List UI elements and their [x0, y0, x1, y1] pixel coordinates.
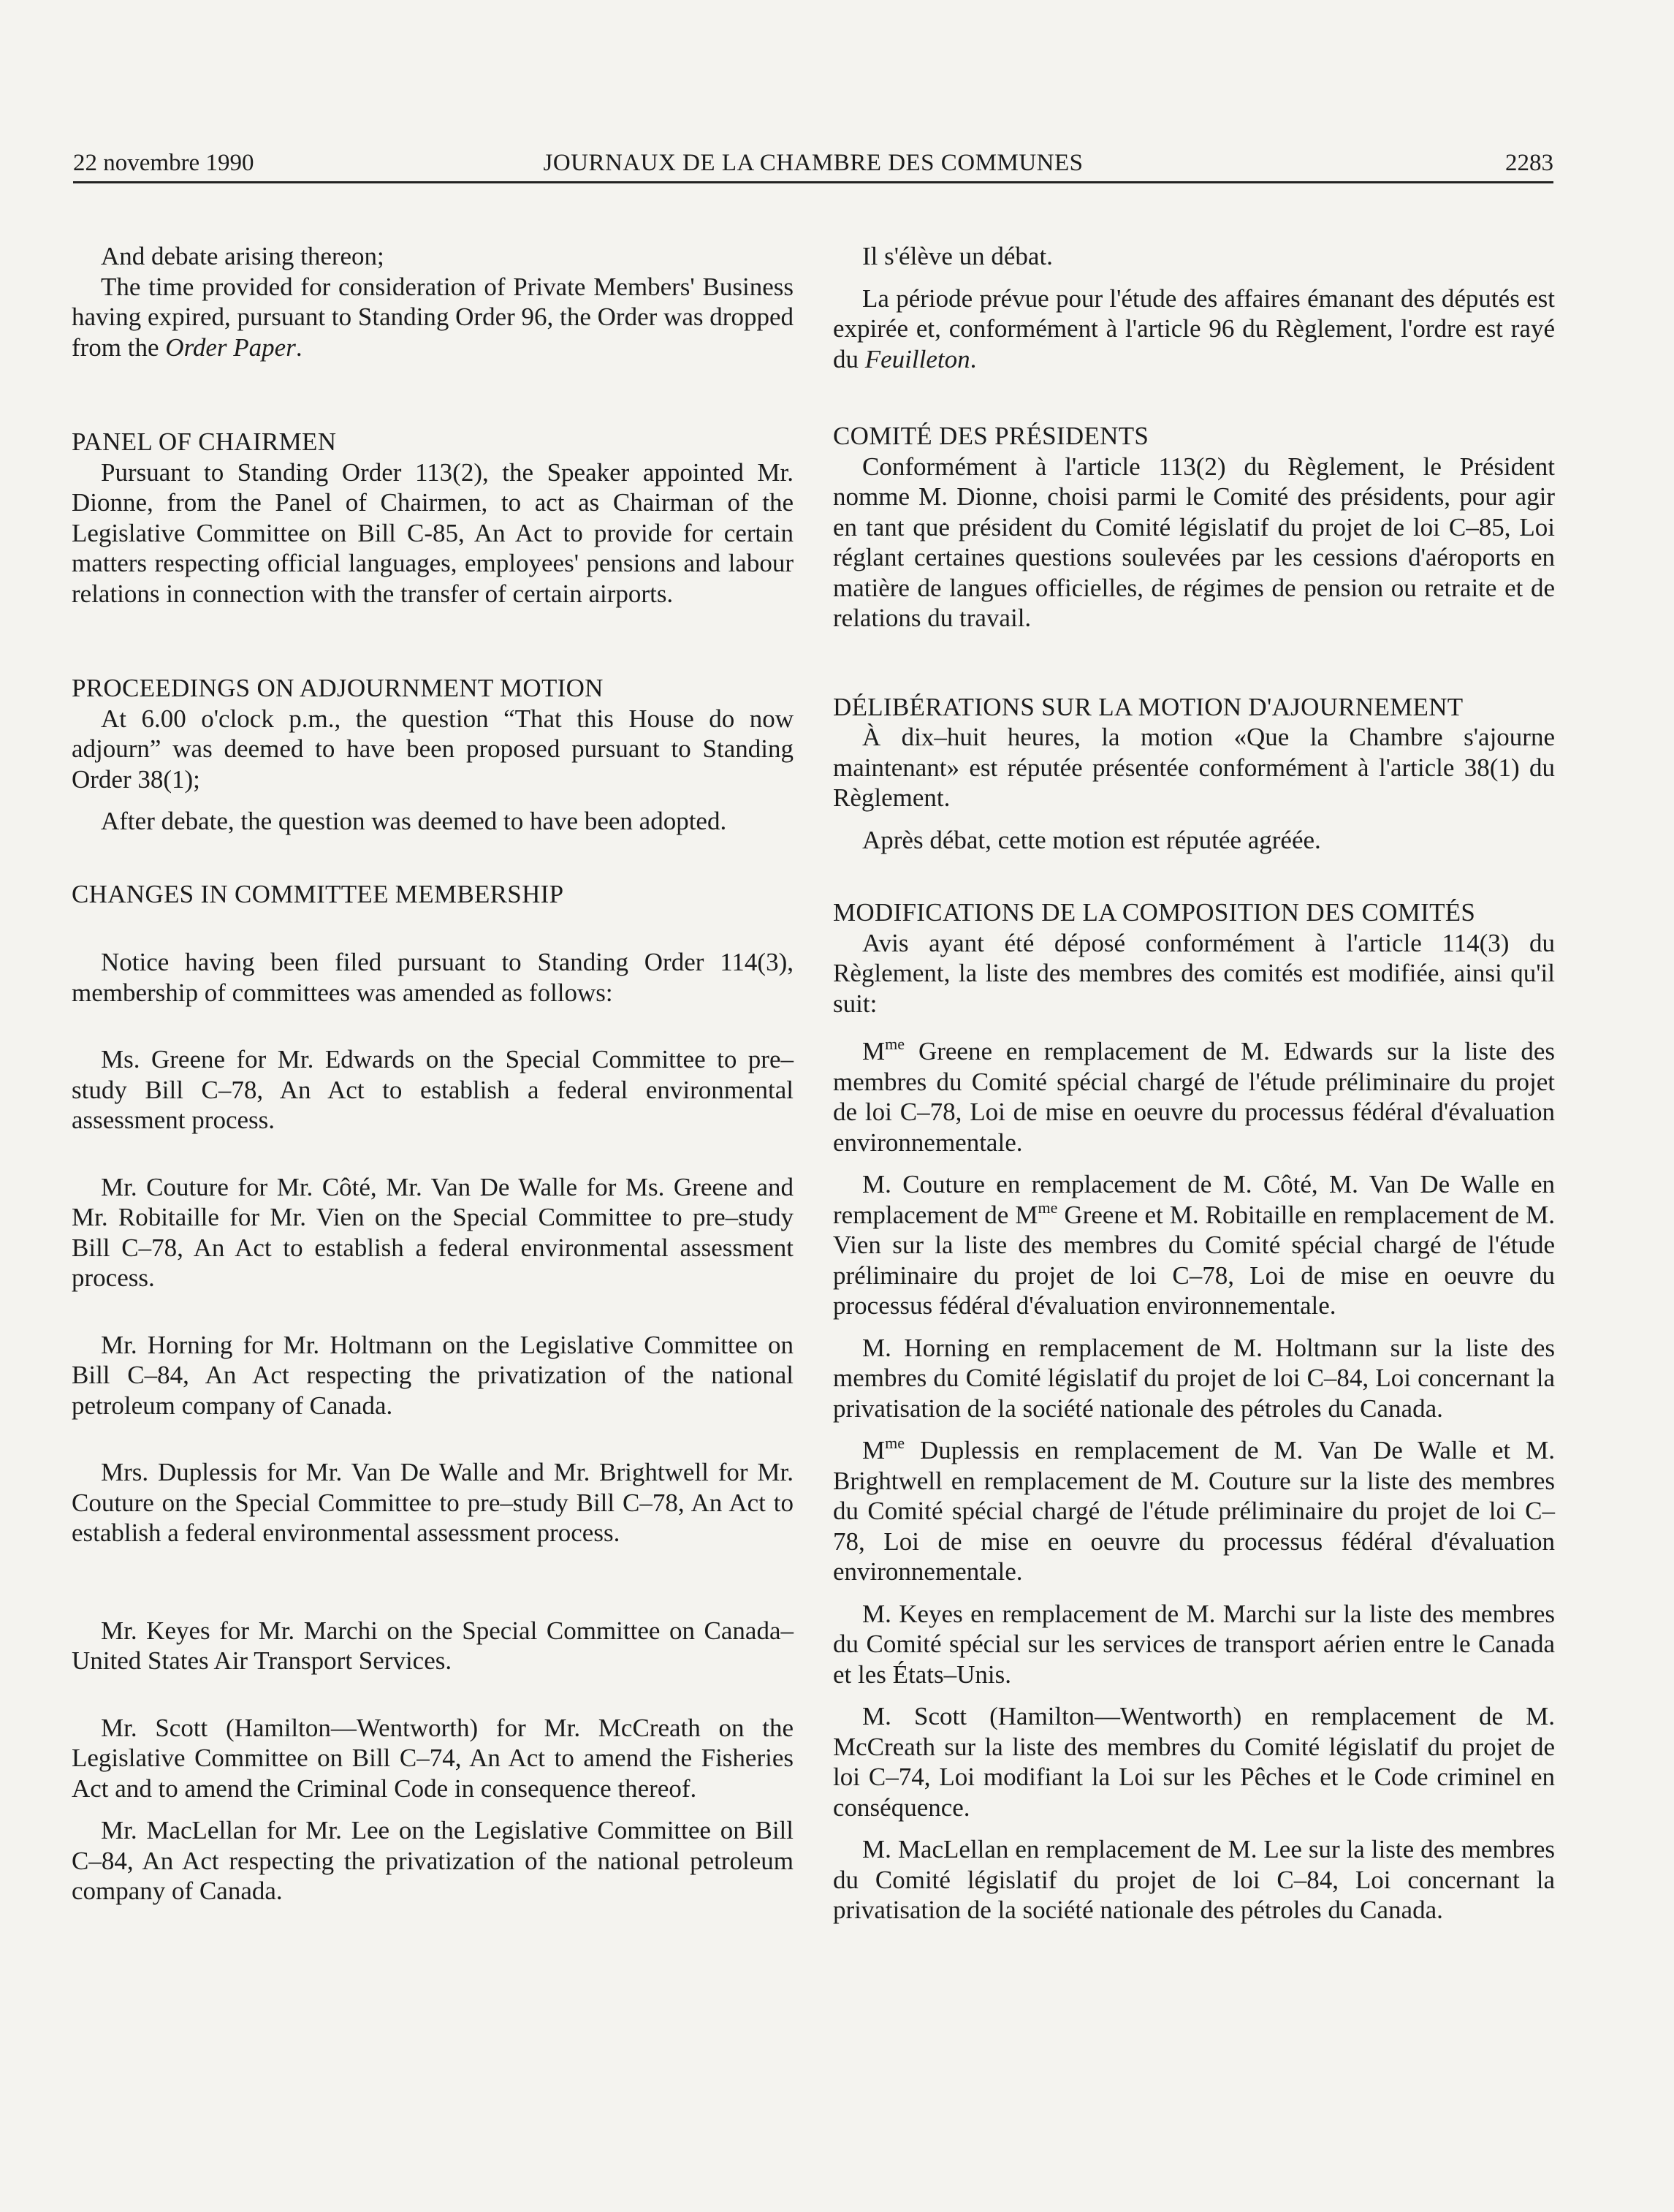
fr-changes-intro: Avis ayant été déposé conformément à l'article 114(3) du Règlement, la liste des membres des comités est modifiée, ainsi qu'il suit:	[833, 928, 1555, 1018]
fr-intro-debate: Il s'élève un débat.	[862, 242, 1053, 270]
fr-adjournment-after: Après débat, cette motion est réputée agréée.	[862, 825, 1321, 854]
en-change-item: Mr. MacLellan for Mr. Lee on the Legislative Committee on Bill C–84, An Act respecting the privatization of the national petroleum company of Canada.	[72, 1816, 794, 1905]
fr-change-item: M. Scott (Hamilton—Wentworth) en remplacement de M. McCreath sur la liste des membres du Comité législatif du projet de loi C–74, Loi modifiant la Loi sur les Pêches et le Code criminel en conséquence.	[833, 1702, 1555, 1822]
en-panel-text: Pursuant to Standing Order 113(2), the Speaker appointed Mr. Dionne, from the Panel of Chairmen, to act as Chairman of the Legislative Committee on Bill C-85, An Act to provide for certain matters respecting official languages, employees' pensions and labour relations in connection with the transfer of certain airports.	[72, 457, 794, 608]
fr-intro-time-text: La période prévue pour l'étude des affaires émanant des députés est expirée et, conformément à l'article 96 du Règlement, l'ordre est rayé du	[833, 284, 1555, 373]
fr-mme-m: M	[862, 1037, 886, 1065]
fr-change-item	[833, 1169, 1555, 1321]
en-intro-debate: And debate arising thereon;	[101, 242, 384, 270]
header-rule	[73, 181, 1553, 183]
en-adjournment-text: At 6.00 o'clock p.m., the question “That this House do now adjourn” was deemed to have been proposed pursuant to Standing Order 38(1);	[72, 704, 794, 794]
fr-change-4-text: Duplessis en remplacement de M. Van De Walle et M. Brightwell en remplacement de M. Couture sur la liste des membres du Comité spécial chargé de l'étude préliminaire du projet de loi C–78, Loi de mise en oeuvre du processus fédéral d'évaluation environnementale.	[833, 1436, 1555, 1586]
fr-feuilleton: Feuilleton	[864, 344, 970, 373]
fr-changes-heading: MODIFICATIONS DE LA COMPOSITION DES COMITÉS	[833, 898, 1476, 927]
fr-mme-sup: me	[885, 1434, 905, 1452]
en-change-item: Mr. Keyes for Mr. Marchi on the Special Committee on Canada–United States Air Transport Services.	[72, 1616, 794, 1675]
running-head	[73, 146, 1553, 180]
fr-mme-m: M	[1015, 1200, 1038, 1229]
fr-intro-time	[833, 284, 1555, 375]
fr-change-2-text-b: Greene et M. Robitaille en remplacement de M. Vien sur la liste des membres du Comité spécial chargé de l'étude préliminaire du projet de loi C–78, Loi de mise en oeuvre du processus fédéral d'évaluation environnementale.	[833, 1200, 1555, 1320]
english-column	[72, 241, 794, 1907]
en-intro-time-end: .	[295, 332, 303, 362]
en-change-item: Mrs. Duplessis for Mr. Van De Walle and Mr. Brightwell for Mr. Couture on the Special Committee to pre–study Bill C–78, An Act to establish a federal environmental assessment process.	[72, 1458, 794, 1547]
en-changes-heading: CHANGES IN COMMITTEE MEMBERSHIP	[72, 879, 564, 908]
fr-adjournment-heading: DÉLIBÉRATIONS SUR LA MOTION D'AJOURNEMENT	[833, 692, 1464, 721]
fr-change-1-text: Greene en remplacement de M. Edwards sur la liste des membres du Comité spécial chargé de l'étude préliminaire du projet de loi C–78, Loi de mise en oeuvre du processus fédéral d'évaluation environnementale.	[833, 1037, 1555, 1157]
fr-mme-sup: me	[885, 1035, 905, 1053]
fr-intro-time-end: .	[970, 344, 977, 373]
fr-adjournment-text: À dix–huit heures, la motion «Que la Chambre s'ajourne maintenant» est réputée présentée conformément à l'article 38(1) du Règlement.	[833, 723, 1555, 812]
fr-mme-m: M	[862, 1436, 886, 1464]
en-adjournment-heading: PROCEEDINGS ON ADJOURNMENT MOTION	[72, 674, 604, 702]
fr-panel-heading: COMITÉ DES PRÉSIDENTS	[833, 422, 1149, 450]
french-column	[833, 241, 1555, 1926]
en-change-item: Ms. Greene for Mr. Edwards on the Special Committee to pre–study Bill C–78, An Act to establish a federal environmental assessment process.	[72, 1045, 794, 1134]
en-intro-time-text: The time provided for consideration of Private Members' Business having expired, pursuant to Standing Order 96, the Order was dropped from the	[72, 272, 794, 362]
en-panel-heading: PANEL OF CHAIRMEN	[72, 427, 337, 456]
fr-change-item: M. Horning en remplacement de M. Holtmann sur la liste des membres du Comité législatif du projet de loi C–84, Loi concernant la privatisation de la société nationale des pétroles du Canada.	[833, 1333, 1555, 1423]
en-change-item: Mr. Horning for Mr. Holtmann on the Legislative Committee on Bill C–84, An Act respecting the privatization of the national petroleum company of Canada.	[72, 1330, 794, 1420]
en-changes-intro: Notice having been filed pursuant to Standing Order 114(3), membership of committees was amended as follows:	[72, 948, 794, 1007]
header-journal-title: JOURNAUX DE LA CHAMBRE DES COMMUNES	[543, 150, 1084, 176]
en-order-paper: Order Paper	[165, 332, 296, 362]
header-page-number: 2283	[1505, 150, 1553, 176]
fr-change-item	[833, 1036, 1555, 1158]
fr-panel-text: Conformément à l'article 113(2) du Règlement, le Président nomme M. Dionne, choisi parmi le Comité des présidents, pour agir en tant que président du Comité législatif du projet de loi C–85, Loi réglant certaines questions soulevées par les cessions d'aéroports en matière de langues officielles, de régimes de pension ou retraite et de relations du travail.	[833, 452, 1555, 632]
fr-change-item: M. Keyes en remplacement de M. Marchi sur la liste des membres du Comité spécial sur les services de transport aérien entre le Canada et les États–Unis.	[833, 1599, 1555, 1689]
fr-change-item	[833, 1435, 1555, 1587]
fr-change-item: M. MacLellan en remplacement de M. Lee sur la liste des membres du Comité législatif du projet de loi C–84, Loi concernant la privatisation de la société nationale des pétroles du Canada.	[833, 1835, 1555, 1924]
fr-change-2-text-a: M. Couture en remplacement de M. Côté, M. Van De Walle en remplacement de	[833, 1170, 1555, 1229]
en-change-item: Mr. Couture for Mr. Côté, Mr. Van De Walle for Ms. Greene and Mr. Robitaille for Mr. Vien on the Special Committee to pre–study Bill C–78, An Act to establish a federal environmental assessment process.	[72, 1172, 794, 1292]
fr-mme-sup: me	[1038, 1198, 1058, 1217]
en-intro-time	[72, 272, 794, 363]
header-date: 22 novembre 1990	[73, 150, 254, 176]
en-change-item: Mr. Scott (Hamilton—Wentworth) for Mr. McCreath on the Legislative Committee on Bill C–74, An Act to amend the Fisheries Act and to amend the Criminal Code in consequence thereof.	[72, 1713, 794, 1803]
en-adjournment-after: After debate, the question was deemed to have been adopted.	[101, 807, 727, 835]
